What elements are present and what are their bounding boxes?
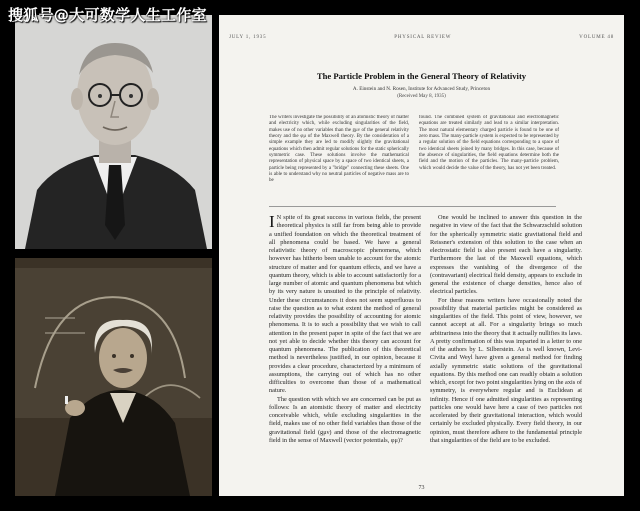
portrait-rosen-image bbox=[15, 15, 212, 249]
body-left-column bbox=[269, 214, 421, 482]
section-divider bbox=[269, 206, 556, 207]
abstract-left-column: The writers investigate the possibility of an atomistic theory of matter and electricity which, while excluding singularities of the field, makes use of no other variables than the gμν of the general relativity theory and the φμ of the Maxwell theory. By the consideration of a simple example they are led to modify slightly the gravitational equations which then admit regular solutions for the static spherically symmetric case. These solutions involve the mathematical representation of physical space by a space of two identical sheets, a particle being represented by a "bridge" connecting these sheets. One is able to understand why no neutral particles of negative mass are to be bbox=[269, 115, 409, 184]
volume-number: VOLUME 48 bbox=[579, 35, 614, 40]
page-number: 73 bbox=[418, 485, 425, 491]
paper-authors: A. Einstein and N. Rosen, Institute for Advanced Study, Princeton bbox=[352, 86, 491, 92]
paper-page bbox=[219, 15, 624, 496]
paper-title: The Particle Problem in the General Theory of Relativity bbox=[316, 71, 527, 81]
watermark-text: 搜狐号@大可数学人生工作室 bbox=[8, 6, 207, 24]
received-date: (Received May 8, 1935) bbox=[397, 94, 446, 99]
journal-header bbox=[229, 35, 614, 40]
drop-cap: I bbox=[269, 214, 275, 231]
body-paragraph: One would be inclined to answer this question in the negative in view of the fact that the Schwarzschild solution for the spherically symmetric static gravitational field and Reissner's extension of this solution to the case when an electrostatic field is also present each have a singularity. Furthermore the last of the Maxwell equations, which expresses the vanishing of the divergence of the (contravariant) electrical field density, appears to exclude in general the existence of charge densities, hence also of electrical particles. bbox=[430, 214, 582, 296]
journal-name: PHYSICAL REVIEW bbox=[394, 35, 452, 40]
portrait-photo-einstein bbox=[15, 258, 212, 496]
body-paragraph: N spite of its great success in various fields, the present theoretical physics is still far from being able to provide a unified foundation on which the theoretical treatment of all phenomena could be based. We have a general relativistic theory of macroscopic phenomena, which however has hitherto been unable to account for the atomic structure of matter and for quantum effects, and we have a quantum theory, which is able to account satisfactorily for a large number of atomic and quantum phenomena but which by its very nature is unsuited to the principle of relativity. Under these circumstances it does not seem superfluous to raise the question as to what extent the method of general relativity provides the possibility of accounting for atomic phenomena. It is to such a possibility that we wish to call attention in the present paper in spite of the fact that we are not yet able to decide whether this theory can account for quantum phenomena. The publication of this theoretical method is nevertheless justified, in our opinion, because it provides a clear procedure, characterized by a minimum of assumptions, the carrying out of which has no other difficulties to overcome than those of a mathematical nature. bbox=[269, 214, 421, 395]
body-right-column bbox=[430, 214, 582, 482]
portrait-einstein-image bbox=[15, 258, 212, 496]
issue-date: JULY 1, 1935 bbox=[229, 35, 267, 40]
body-paragraph: For these reasons writers have occasionally noted the possibility that material particles might be considered as singularities of the field. This point of view, however, we cannot accept at all. For a singularity brings so much arbitrariness into the theory that it actually nullifies its laws. A pretty confirmation of this was imparted in a letter to one of the authors by L. Silberstein. As is well known, Levi-Civita and Weyl have given a general method for finding axially symmetric static solutions of the gravitational equations. By this method one can readily obtain a solution which, except for two point singularities lying on the axis of symmetry, is everywhere regular and is Euclidean at infinity. Hence if one admitted singularities as representing particles one would have here a case of two particles not accelerated by their gravitational interaction, which would certainly be excluded physically. Every field theory, in our opinion, must therefore adhere to the fundamental principle that singularities of the field are to be excluded. bbox=[430, 296, 582, 444]
body-paragraph: The question with which we are concerned can be put as follows: Is an atomistic theory of matter and electricity conceivable which, while excluding singularities in the field, makes use of no other field variables than those of the gravitational field (gμν) and those of the electromagnetic field in the sense of Maxwell (vector potentials, φμ)? bbox=[269, 395, 421, 444]
portrait-photo-rosen bbox=[15, 15, 212, 249]
abstract-right-column: found. The combined system of gravitational and electromagnetic equations are treated similarly and lead to a similar interpretation. The most natural elementary charged particle is found to be one of zero mass. The many-particle system is expected to be represented by a regular solution of the field equations corresponding to a space of two identical sheets joined by many bridges. In this case, because of the absence of singularities, the field equations determine both the field and the motion of the particles. The many-particle problem, which would decide the value of the theory, has not yet been treated. bbox=[419, 115, 559, 171]
